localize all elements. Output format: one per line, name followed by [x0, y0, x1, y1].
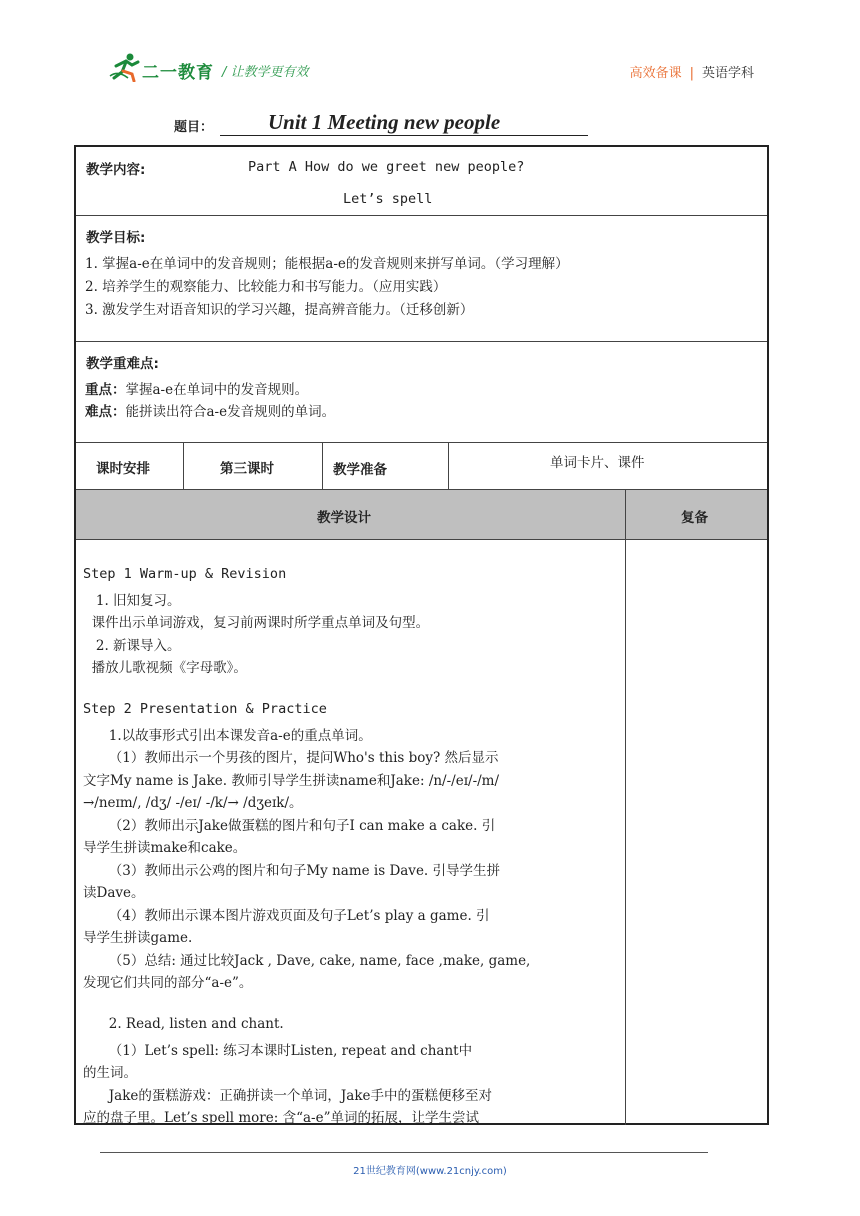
logo-text: 二一教育	[142, 63, 214, 83]
design-header-label: 教学设计	[317, 510, 371, 526]
logo-slogan: / 让教学更有效	[222, 65, 309, 80]
design-line: 读Dave。	[83, 885, 145, 901]
key-points-label: 教学重难点:	[86, 356, 159, 372]
review-notes-cell	[626, 540, 767, 1125]
difficulty-line	[85, 400, 335, 420]
key-text: 掌握a-e在单词中的发音规则。	[125, 382, 309, 398]
design-line: （2）教师出示Jake做蛋糕的图片和句子I can make a cake. 引	[83, 817, 496, 834]
key-point-line	[85, 378, 308, 398]
design-line: 2. Read, listen and chant.	[83, 1016, 284, 1032]
key-points-row	[76, 342, 767, 443]
design-line: 发现它们共同的部分“a-e”。	[83, 975, 253, 991]
brand-logo	[108, 52, 348, 88]
design-line: 1. 旧知复习。	[83, 592, 181, 609]
design-line: →/neɪm/, /dʒ/ -/eɪ/ -/k/→ /dʒeɪk/。	[83, 795, 303, 811]
design-header-cell	[76, 490, 626, 539]
design-line: 导学生拼读game.	[83, 930, 193, 946]
page-header	[0, 0, 860, 100]
design-content-cell	[76, 540, 626, 1125]
design-line: 2. 新课导入。	[83, 637, 181, 654]
teaching-content-line2: Let’s spell	[343, 191, 433, 207]
teaching-content-label: 教学内容:	[86, 162, 146, 178]
objectives-label: 教学目标:	[86, 230, 146, 246]
design-line: （1）Let’s spell: 练习本课时Listen, repeat and chant中	[83, 1042, 473, 1059]
design-line: 文字My name is Jake. 教师引导学生拼读name和Jake: /n/-/eɪ/-/m/	[83, 772, 500, 789]
design-body-row	[76, 540, 767, 1125]
design-line: Step 1 Warm-up & Revision	[83, 566, 287, 582]
design-line: 播放儿歌视频《字母歌》。	[83, 660, 247, 676]
design-line: Step 2 Presentation & Practice	[83, 701, 327, 717]
design-line: 1.以故事形式引出本课发音a-e的重点单词。	[83, 727, 372, 744]
schedule-label-cell	[76, 443, 184, 489]
objective-item: 3. 激发学生对语音知识的学习兴趣，提高辨音能力。（迁移创新）	[85, 302, 474, 318]
design-line: （1）教师出示一个男孩的图片，提问Who's this boy? 然后显示	[83, 750, 499, 766]
footer-divider	[100, 1152, 708, 1153]
header-tag-prep: 高效备课	[629, 66, 682, 81]
schedule-value-cell	[184, 443, 323, 489]
footer-text: 21世纪教育网(www.21cnjy.com)	[353, 1166, 507, 1177]
design-line: 应的盘子里。Let’s spell more: 含“a-e”单词的拓展，让学生尝试	[83, 1110, 479, 1126]
design-line: 的生词。	[83, 1065, 137, 1081]
prep-label-cell	[323, 443, 449, 489]
schedule-label: 课时安排	[96, 461, 150, 477]
title-label: 题目：	[174, 120, 214, 135]
header-tag-subject: 英语学科	[701, 66, 754, 81]
key-label: 重点：	[85, 382, 126, 398]
design-line: （5）总结: 通过比较Jack , Dave, cake, name, face ,make, game,	[83, 952, 531, 969]
review-header-label: 复备	[681, 510, 708, 526]
objective-item: 1. 掌握a-e在单词中的发音规则；能根据a-e的发音规则来拼写单词。（学习理解）	[85, 256, 569, 272]
teaching-content-row	[76, 147, 767, 216]
objective-item: 2. 培养学生的观察能力、比较能力和书写能力。（应用实践）	[85, 279, 447, 295]
objectives-row	[76, 216, 767, 342]
difficulty-label: 难点：	[85, 404, 126, 420]
schedule-row	[76, 443, 767, 490]
lesson-title: Unit 1 Meeting new people	[220, 110, 588, 136]
schedule-value: 第三课时	[220, 461, 274, 477]
header-separator: |	[689, 66, 694, 81]
design-line: Jake的蛋糕游戏：正确拼读一个单词，Jake手中的蛋糕便移至对	[83, 1087, 493, 1104]
lesson-title-row	[174, 110, 674, 138]
difficulty-text: 能拼读出符合a-e发音规则的单词。	[125, 404, 336, 420]
prep-label: 教学准备	[333, 462, 387, 478]
prep-value: 单词卡片、课件	[550, 455, 645, 471]
design-line: 课件出示单词游戏，复习前两课时所学重点单词及句型。	[83, 615, 430, 631]
runner-logo-icon	[108, 52, 142, 82]
design-line: 导学生拼读make和cake。	[83, 840, 247, 856]
header-right	[630, 62, 754, 81]
design-header-row	[76, 490, 767, 540]
design-line: （3）教师出示公鸡的图片和句子My name is Dave. 引导学生拼	[83, 862, 501, 879]
design-line: （4）教师出示课本图片游戏页面及句子Let’s play a game. 引	[83, 907, 490, 924]
lesson-plan-table	[74, 145, 769, 1125]
teaching-content-line1: Part A How do we greet new people?	[248, 159, 525, 175]
